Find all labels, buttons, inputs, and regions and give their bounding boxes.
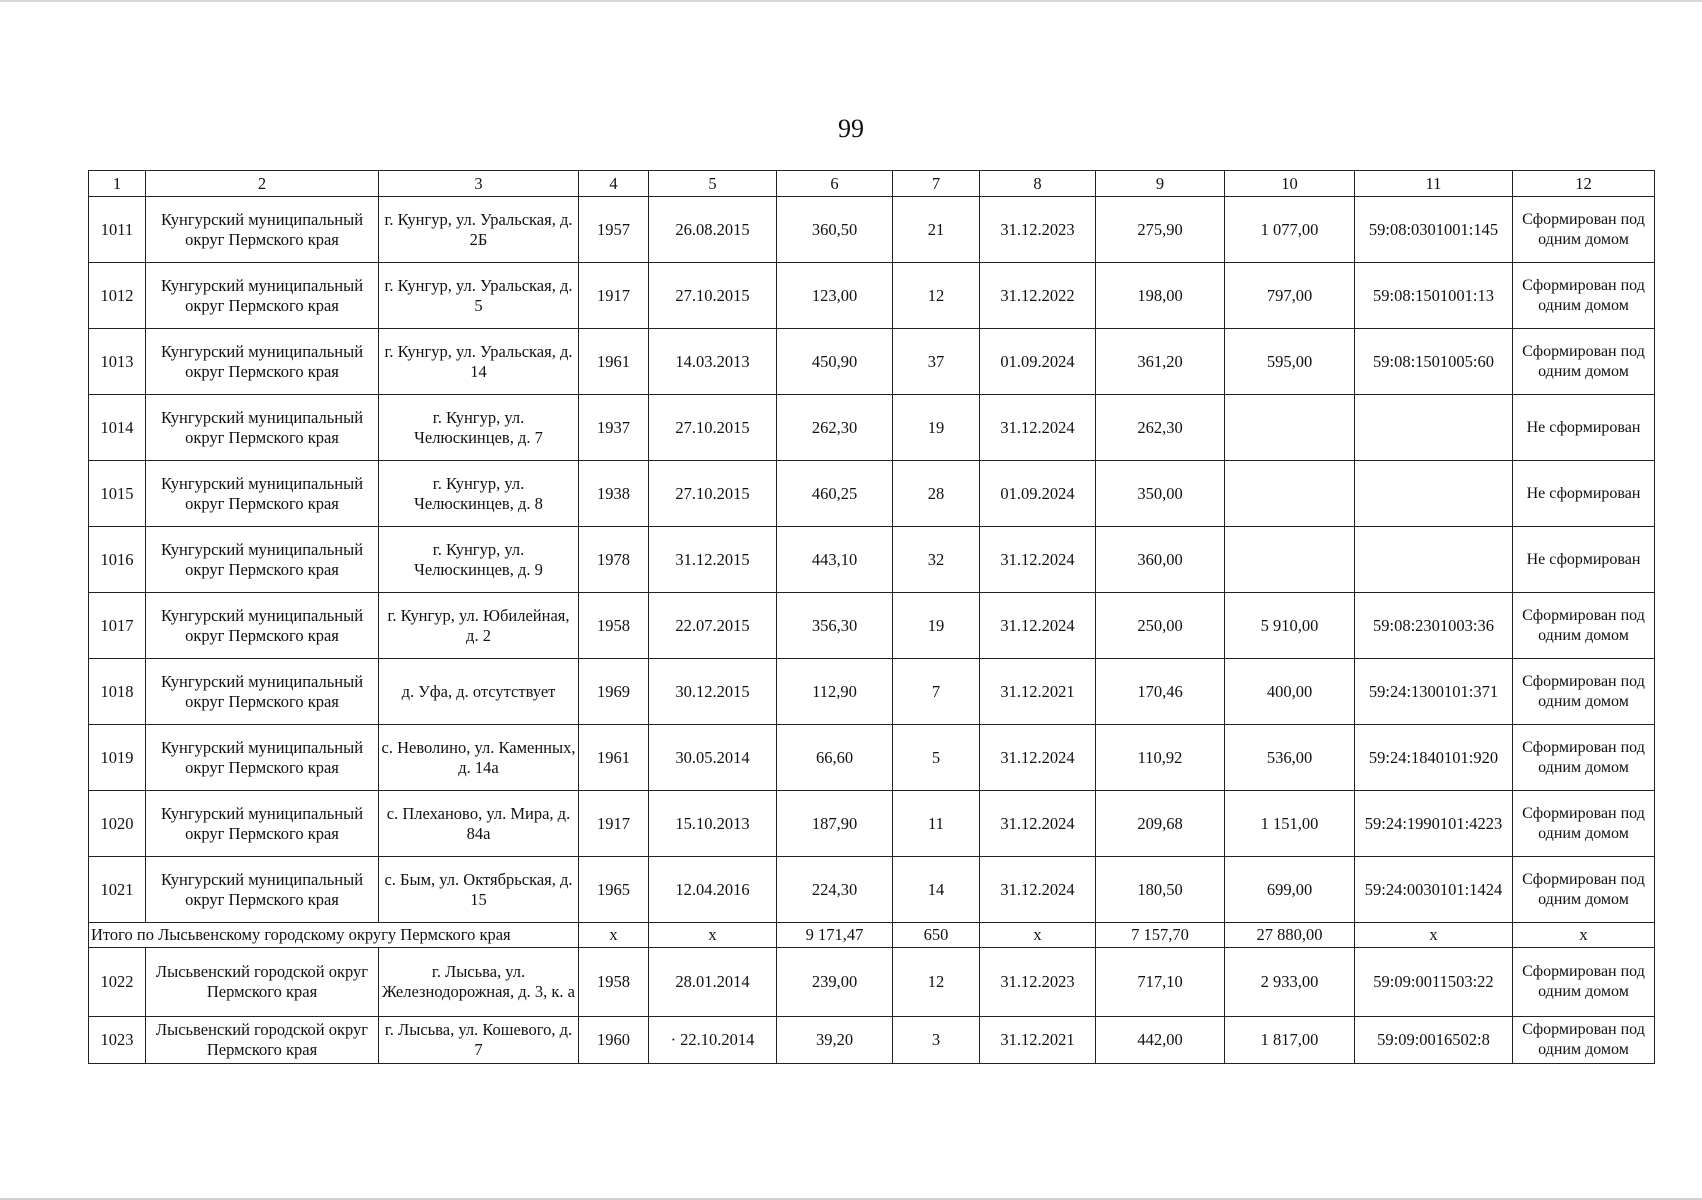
table-cell: 3: [893, 1017, 980, 1064]
table-cell: [1355, 461, 1513, 527]
table-cell: 650: [893, 923, 980, 948]
table-cell: 1961: [579, 329, 649, 395]
table-cell: 1021: [89, 857, 146, 923]
table-cell: Сформирован под одним домом: [1513, 197, 1655, 263]
table-cell: 31.12.2022: [980, 263, 1096, 329]
table-cell: 01.09.2024: [980, 329, 1096, 395]
table-cell: с. Плехановo, ул. Мира, д. 84а: [379, 791, 579, 857]
table-cell: 1965: [579, 857, 649, 923]
table-cell: Сформирован под одним домом: [1513, 1017, 1655, 1064]
table-cell: 1012: [89, 263, 146, 329]
table-cell: г. Кунгур, ул. Уральская, д. 14: [379, 329, 579, 395]
table-cell: 1937: [579, 395, 649, 461]
table-cell: [1225, 527, 1355, 593]
table-cell: 7: [893, 659, 980, 725]
table-cell: 1 077,00: [1225, 197, 1355, 263]
table-cell: 1016: [89, 527, 146, 593]
table-cell: Кунгурский муниципальный округ Пермского края: [146, 263, 379, 329]
table-cell: Кунгурский муниципальный округ Пермского края: [146, 659, 379, 725]
table-cell: 12: [893, 948, 980, 1017]
table-cell: 22.07.2015: [649, 593, 777, 659]
table-cell: 1 817,00: [1225, 1017, 1355, 1064]
table-row: [89, 329, 1655, 395]
table-cell: 27.10.2015: [649, 395, 777, 461]
table-cell: 21: [893, 197, 980, 263]
table-cell: 536,00: [1225, 725, 1355, 791]
scan-top-edge: [0, 0, 1702, 2]
table-row: [89, 461, 1655, 527]
table-cell: 170,46: [1096, 659, 1225, 725]
table-row: [89, 791, 1655, 857]
table-cell: 26.08.2015: [649, 197, 777, 263]
table-cell: 1957: [579, 197, 649, 263]
table-cell: 59:08:1501001:13: [1355, 263, 1513, 329]
table-cell: · 22.10.2014: [649, 1017, 777, 1064]
table-cell: 30.05.2014: [649, 725, 777, 791]
table-cell: 12: [893, 263, 980, 329]
table-row: [89, 593, 1655, 659]
table-cell: 1958: [579, 948, 649, 1017]
table-cell: 1013: [89, 329, 146, 395]
table-cell: Сформирован под одним домом: [1513, 725, 1655, 791]
column-header: 5: [649, 171, 777, 197]
table-cell: 31.12.2024: [980, 395, 1096, 461]
table-cell: 400,00: [1225, 659, 1355, 725]
table-cell: 9 171,47: [777, 923, 893, 948]
table-cell: [1355, 527, 1513, 593]
table-cell: 31.12.2024: [980, 593, 1096, 659]
table-cell: 1019: [89, 725, 146, 791]
table-cell: 1960: [579, 1017, 649, 1064]
column-header: 10: [1225, 171, 1355, 197]
table-cell: 2 933,00: [1225, 948, 1355, 1017]
table-cell: 7 157,70: [1096, 923, 1225, 948]
table-cell: Кунгурский муниципальный округ Пермского края: [146, 857, 379, 923]
table-cell: 443,10: [777, 527, 893, 593]
table-cell: г. Кунгур, ул. Уральская, д. 5: [379, 263, 579, 329]
table-cell: 19: [893, 593, 980, 659]
table-row: [89, 1017, 1655, 1064]
registry-table: [88, 170, 1655, 1064]
table-cell: г. Лысьва, ул. Железнодорожная, д. 3, к. а: [379, 948, 579, 1017]
table-cell: г. Кунгур, ул. Юбилейная, д. 2: [379, 593, 579, 659]
table-cell: Кунгурский муниципальный округ Пермского края: [146, 461, 379, 527]
table-row: [89, 725, 1655, 791]
column-header: 7: [893, 171, 980, 197]
table-cell: 01.09.2024: [980, 461, 1096, 527]
table-cell: 360,00: [1096, 527, 1225, 593]
table-cell: 209,68: [1096, 791, 1225, 857]
table-cell: 595,00: [1225, 329, 1355, 395]
table-cell: 442,00: [1096, 1017, 1225, 1064]
table-cell: Кунгурский муниципальный округ Пермского края: [146, 395, 379, 461]
table-cell: 31.12.2015: [649, 527, 777, 593]
table-cell: 59:08:2301003:36: [1355, 593, 1513, 659]
table-cell: с. Бым, ул. Октябрьская, д. 15: [379, 857, 579, 923]
table-cell: 1917: [579, 263, 649, 329]
column-header: 4: [579, 171, 649, 197]
table-cell: 1017: [89, 593, 146, 659]
table-cell: 275,90: [1096, 197, 1225, 263]
table-cell: 180,50: [1096, 857, 1225, 923]
table-cell: 1023: [89, 1017, 146, 1064]
table-cell: 1 151,00: [1225, 791, 1355, 857]
table-cell: 112,90: [777, 659, 893, 725]
table-cell: 28.01.2014: [649, 948, 777, 1017]
table-cell: Лысьвенский городской округ Пермского края: [146, 1017, 379, 1064]
table-cell: Кунгурский муниципальный округ Пермского края: [146, 791, 379, 857]
table-cell: 31.12.2024: [980, 857, 1096, 923]
table-cell: 59:24:1990101:4223: [1355, 791, 1513, 857]
table-cell: 59:24:0030101:1424: [1355, 857, 1513, 923]
table-row: [89, 197, 1655, 263]
table-cell: 28: [893, 461, 980, 527]
table-cell: Кунгурский муниципальный округ Пермского края: [146, 329, 379, 395]
table-cell: 1958: [579, 593, 649, 659]
table-cell: 5: [893, 725, 980, 791]
table-cell: Сформирован под одним домом: [1513, 857, 1655, 923]
table-cell: 59:08:0301001:145: [1355, 197, 1513, 263]
table-cell: 59:24:1840101:920: [1355, 725, 1513, 791]
table-cell: 31.12.2021: [980, 659, 1096, 725]
table-cell: [1355, 395, 1513, 461]
table-cell: 262,30: [1096, 395, 1225, 461]
page-number: 99: [838, 114, 864, 143]
table-cell: 460,25: [777, 461, 893, 527]
table-cell: 59:08:1501005:60: [1355, 329, 1513, 395]
table-cell: 14: [893, 857, 980, 923]
table-cell: 198,00: [1096, 263, 1225, 329]
table-cell: 5 910,00: [1225, 593, 1355, 659]
table-row: [89, 527, 1655, 593]
table-cell: 31.12.2024: [980, 725, 1096, 791]
table-cell: 19: [893, 395, 980, 461]
table-cell: 450,90: [777, 329, 893, 395]
table-cell: 15.10.2013: [649, 791, 777, 857]
table-cell: Лысьвенский городской округ Пермского края: [146, 948, 379, 1017]
table-cell: 14.03.2013: [649, 329, 777, 395]
table-row: [89, 948, 1655, 1017]
column-header: 11: [1355, 171, 1513, 197]
table-cell: 30.12.2015: [649, 659, 777, 725]
table-cell: д. Уфа, д. отсутствует: [379, 659, 579, 725]
table-cell: 59:24:1300101:371: [1355, 659, 1513, 725]
table-cell: 37: [893, 329, 980, 395]
table-cell: х: [980, 923, 1096, 948]
table-cell: 11: [893, 791, 980, 857]
table-cell: 361,20: [1096, 329, 1225, 395]
table-row: [89, 395, 1655, 461]
table-cell: Кунгурский муниципальный округ Пермского края: [146, 725, 379, 791]
table-cell: 262,30: [777, 395, 893, 461]
table-cell: 187,90: [777, 791, 893, 857]
table-cell: [1225, 395, 1355, 461]
table-cell: 1011: [89, 197, 146, 263]
table-cell: 224,30: [777, 857, 893, 923]
table-cell: 1020: [89, 791, 146, 857]
table-cell: х: [1513, 923, 1655, 948]
table-cell: г. Кунгур, ул. Челюскинцев, д. 9: [379, 527, 579, 593]
table-cell: 717,10: [1096, 948, 1225, 1017]
table-cell: 699,00: [1225, 857, 1355, 923]
table-cell: 27 880,00: [1225, 923, 1355, 948]
column-header: 9: [1096, 171, 1225, 197]
table-cell: 1022: [89, 948, 146, 1017]
table-cell: Кунгурский муниципальный округ Пермского края: [146, 197, 379, 263]
table-cell: х: [1355, 923, 1513, 948]
table-cell: 66,60: [777, 725, 893, 791]
table-cell: г. Кунгур, ул. Челюскинцев, д. 8: [379, 461, 579, 527]
table-cell: Сформирован под одним домом: [1513, 948, 1655, 1017]
table-cell: 31.12.2024: [980, 527, 1096, 593]
table-cell: 59:09:0011503:22: [1355, 948, 1513, 1017]
table-cell: 31.12.2021: [980, 1017, 1096, 1064]
table-cell: 1969: [579, 659, 649, 725]
column-header: 12: [1513, 171, 1655, 197]
table-cell: г. Кунгур, ул. Уральская, д. 2Б: [379, 197, 579, 263]
table-cell: 39,20: [777, 1017, 893, 1064]
table-cell: 110,92: [1096, 725, 1225, 791]
table-row: [89, 263, 1655, 329]
table-cell: 31.12.2023: [980, 948, 1096, 1017]
table-cell: 239,00: [777, 948, 893, 1017]
header-row: [89, 171, 1655, 197]
table-cell: 1978: [579, 527, 649, 593]
table-cell: 27.10.2015: [649, 461, 777, 527]
table-cell: 1015: [89, 461, 146, 527]
column-header: 2: [146, 171, 379, 197]
table-cell: 356,30: [777, 593, 893, 659]
column-header: 8: [980, 171, 1096, 197]
table-cell: [1225, 461, 1355, 527]
table-cell: 1917: [579, 791, 649, 857]
table-cell: Сформирован под одним домом: [1513, 593, 1655, 659]
table-cell: 250,00: [1096, 593, 1225, 659]
table-cell: Не сформирован: [1513, 461, 1655, 527]
table-cell: Сформирован под одним домом: [1513, 659, 1655, 725]
column-header: 1: [89, 171, 146, 197]
column-header: 6: [777, 171, 893, 197]
table-cell: г. Лысьва, ул. Кошевого, д. 7: [379, 1017, 579, 1064]
table-cell: Кунгурский муниципальный округ Пермского края: [146, 527, 379, 593]
table-cell: 12.04.2016: [649, 857, 777, 923]
table-cell: Сформирован под одним домом: [1513, 263, 1655, 329]
table-cell: 1961: [579, 725, 649, 791]
table-cell: Сформирован под одним домом: [1513, 329, 1655, 395]
table-cell: х: [649, 923, 777, 948]
table-cell: 31.12.2023: [980, 197, 1096, 263]
table-cell: 32: [893, 527, 980, 593]
table-cell: 1018: [89, 659, 146, 725]
table-row: [89, 857, 1655, 923]
table-cell: Сформирован под одним домом: [1513, 791, 1655, 857]
table-cell: 1014: [89, 395, 146, 461]
table-cell: Не сформирован: [1513, 527, 1655, 593]
table-cell: г. Кунгур, ул. Челюскинцев, д. 7: [379, 395, 579, 461]
table-cell: 350,00: [1096, 461, 1225, 527]
table-cell: 123,00: [777, 263, 893, 329]
table-cell: х: [579, 923, 649, 948]
table-cell: Кунгурский муниципальный округ Пермского края: [146, 593, 379, 659]
table-cell: 27.10.2015: [649, 263, 777, 329]
table-cell: с. Неволино, ул. Каменных, д. 14а: [379, 725, 579, 791]
table-cell: Не сформирован: [1513, 395, 1655, 461]
table-cell: 360,50: [777, 197, 893, 263]
table-cell: 31.12.2024: [980, 791, 1096, 857]
table-cell: 1938: [579, 461, 649, 527]
column-header: 3: [379, 171, 579, 197]
table-row: [89, 659, 1655, 725]
table-cell: 59:09:0016502:8: [1355, 1017, 1513, 1064]
table-cell: 797,00: [1225, 263, 1355, 329]
subtotal-row: [89, 923, 1655, 948]
table-cell: Итого по Лысьвенскому городскому округу Пермского края: [89, 923, 579, 948]
